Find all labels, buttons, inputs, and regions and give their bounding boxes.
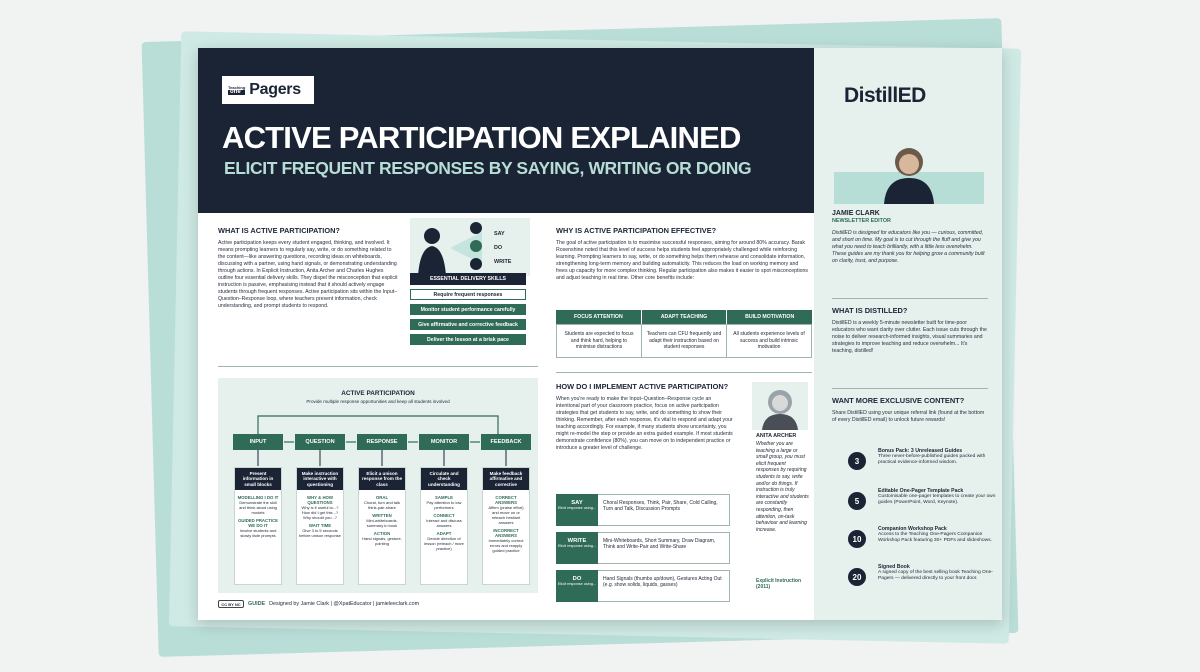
- stage-input: INPUT: [233, 434, 283, 450]
- reward-badge: 3: [848, 452, 866, 470]
- anita-archer-portrait: [752, 382, 808, 430]
- archer-source: Explicit Instruction (2011): [756, 578, 802, 590]
- row-text: Mini-Whiteboards, Short Summary, Draw Diagram, Think and Write-Pair and Write-Share: [598, 532, 730, 564]
- editor-name: JAMIE CLARK: [832, 210, 880, 217]
- editor-role: NEWSLETTER EDITOR: [832, 218, 891, 224]
- iqr-diagram: [218, 378, 538, 593]
- cc-license-badge: CC BY NC: [218, 600, 244, 608]
- reward-title: Companion Workshop Pack: [878, 526, 947, 532]
- footer: [218, 600, 419, 608]
- row-tag-do: [556, 570, 598, 602]
- row-tag-label: SAY: [571, 500, 583, 506]
- footer-credit: Designed by Jamie Clark | @XpatEducator | jamieleeclark.com: [269, 601, 420, 607]
- card-subhead: GUIDED PRACTICE WE DO IT: [238, 518, 278, 529]
- response-mode-icons: [466, 220, 486, 272]
- how-heading: HOW DO I IMPLEMENT ACTIVE PARTICIPATION?: [556, 382, 729, 391]
- stage-card: [420, 467, 468, 585]
- card-subhead: WRITTEN: [372, 513, 392, 519]
- more-content-body: Share DistillED using your unique referral link (found at the bottom of every DistillED email) to unlock future rewards!: [832, 410, 985, 423]
- reward-item: [878, 488, 996, 507]
- reward-text: Access to the Teaching One-Pagers Companion Workshop Pack featuring 30+ PDFs and slideshows.: [878, 532, 992, 544]
- footer-guide: GUIDE: [248, 601, 266, 607]
- card-head: Circulate and check understanding: [421, 468, 467, 490]
- reward-text: A signed copy of the best selling book Teaching One-Pagers — delivered directly to your front door.: [878, 570, 993, 582]
- reward-item: [878, 448, 996, 467]
- mode-write: WRITE: [494, 259, 512, 265]
- logo-pagers: Pagers: [249, 81, 301, 98]
- benefit-head: ADAPT TEACHING: [642, 310, 728, 324]
- page-subtitle: ELICIT FREQUENT RESPONSES BY SAYING, WRITING OR DOING: [224, 158, 752, 178]
- reward-title: Signed Book: [878, 564, 910, 570]
- header-banner: [198, 48, 814, 213]
- card-subhead: ADAPT: [436, 531, 452, 537]
- mode-say: SAY: [494, 231, 505, 237]
- why-body: The goal of active participation is to maximise successful responses, aiming for around 80% accuracy. Barak Rosenshine noted that this level of success helps students feel appropriately challenged while reinforcing learning. Prompting learners to say, write, or do something helps them rehearse and consolidate information, strengthening long-term memory and building automaticity. This reduces the load on working memory and frees up capacity for more complex thinking. Regular participation also makes it easier to spot misconceptions and adjust teaching in real time. Other core benefits include:: [556, 240, 809, 281]
- card-head: Make feedback affirmative and corrective: [483, 468, 529, 490]
- card-text: Pay attention to low performers: [426, 500, 462, 511]
- row-tag-say: [556, 494, 598, 526]
- archer-name: ANITA ARCHER: [756, 433, 797, 439]
- more-content-heading: WANT MORE EXCLUSIVE CONTENT?: [832, 396, 965, 405]
- card-subhead: ACTION: [373, 531, 391, 537]
- card-subhead: ORAL: [375, 495, 389, 501]
- page-title: ACTIVE PARTICIPATION EXPLAINED: [222, 120, 741, 155]
- reward-badge: 5: [848, 492, 866, 510]
- card-head: Elicit a unison response from the class: [359, 468, 405, 490]
- card-text: Hand signals, gesture, pointing: [362, 536, 402, 547]
- how-body: When you're ready to make the Input–Question–Response cycle an intentional part of your classroom practice, focus on active participation strategies that get students to say, write, and do something to show their thinking. Remember, after each response, it's vital to respond and adapt your teaching accordingly. For example, if many students show uncertainty, you might re-model the step or provide an extra guided example. If most students demonstrate confidence (80%), you can move on to independent practice or introduce a greater level of challenge.: [556, 396, 733, 451]
- what-heading: WHAT IS ACTIVE PARTICIPATION?: [218, 226, 340, 235]
- benefit-head: FOCUS ATTENTION: [556, 310, 642, 324]
- card-text: Mini-whiteboards, summary in book: [366, 518, 398, 529]
- what-body: Active participation keeps every student engaged, thinking, and involved. It means prompting learners to regularly say, write, or do something related to the content—like answering questions, recording ideas on whiteboards, discussing with a partner, using hand signals, or demonstrating understanding through actions. In Explicit Instruction, Anita Archer and Charles Hughes outline four essential delivery skills. They dispel the misconception that explicit instruction is passive, emphasising instead that it should actively engage students through frequent responses. Active participation sits within the Input–Question–Response loop, where teachers present information, check understanding, and prompt students to respond.: [218, 240, 398, 309]
- reward-badge: 10: [848, 530, 866, 548]
- card-subhead: WAIT TIME: [308, 523, 332, 529]
- why-heading: WHY IS ACTIVE PARTICIPATION EFFECTIVE?: [556, 226, 717, 235]
- reward-title: Bonus Pack: 3 Unreleased Guides: [878, 448, 963, 454]
- skill-item: Deliver the lesson at a brisk pace: [410, 334, 526, 345]
- what-distilled-heading: WHAT IS DISTILLED?: [832, 306, 908, 315]
- reward-item: [878, 526, 996, 545]
- diagram-arrows: [218, 378, 538, 468]
- card-text: Give 3 to 5 seconds before unison response: [299, 528, 341, 539]
- reward-text: Three never-before-published guides packed with practical evidence-informed wisdom.: [878, 454, 986, 466]
- benefit-text: All students experience levels of success and build intrinsic motivation: [733, 331, 805, 351]
- card-text: Involve students and slowly fade prompts: [239, 528, 277, 539]
- what-distilled-body: DistillED is a weekly 5-minute newsletter built for time-poor educators who want clarity over clutter. Each issue cuts through the noise to deliver research-informed insights, visual summaries and strategies to improve teaching and reduce overwhelm... It's teaching, distilled!: [832, 320, 987, 354]
- card-head: Present information in small blocks: [235, 468, 281, 490]
- row-tag-write: [556, 532, 598, 564]
- row-tag-label: WRITE: [567, 538, 587, 544]
- stage-response: RESPONSE: [357, 434, 407, 450]
- divider: [832, 298, 988, 299]
- card-subhead: CORRECT ANSWERS: [495, 495, 517, 506]
- sidebar-intro: DistillED is designed for educators like you — curious, committed, and short on time. My goal is to cut through the fluff and give you what you need to teach brilliantly, with a little less overwhelm. These guides are my thank you for helping grow a community built on clarity, trust, and purpose.: [832, 230, 985, 264]
- skills-title: ESSENTIAL DELIVERY SKILLS: [410, 273, 526, 285]
- card-subhead: WHY & HOW QUESTIONS: [307, 495, 333, 506]
- card-text: Interact and discuss answers: [426, 518, 462, 529]
- stage-question: QUESTION: [295, 434, 345, 450]
- card-subhead: SAMPLE: [435, 495, 453, 501]
- response-modes: [494, 226, 511, 271]
- divider: [556, 372, 812, 373]
- benefit-head: BUILD MOTIVATION: [727, 310, 812, 324]
- card-text: Decide direction of lesson (reteach / more practice): [424, 536, 464, 552]
- divider: [218, 366, 538, 367]
- stage-card: [358, 467, 406, 585]
- row-text: Hand Signals (thumbs up/down), Gestures Acting Out (e.g. show solids, liquids, gasses): [598, 570, 730, 602]
- skill-item: Monitor student performance carefully: [410, 304, 526, 315]
- reward-title: Editable One-Pager Template Pack: [878, 488, 964, 494]
- card-text: Immediately correct errors and reapply guided practice: [488, 538, 524, 554]
- stage-card: [234, 467, 282, 585]
- row-tag-sub: Elicit response using...: [558, 544, 596, 548]
- teaching-one-pagers-logo: [222, 76, 314, 104]
- row-tag-label: DO: [572, 576, 582, 582]
- stage-card: [296, 467, 344, 585]
- reward-badge: 20: [848, 568, 866, 586]
- card-subhead: CONNECT: [433, 513, 455, 519]
- diagram-title: ACTIVE PARTICIPATION: [341, 390, 415, 397]
- stage-feedback: FEEDBACK: [481, 434, 531, 450]
- archer-quote: Whether you are teaching a large or small group, you must elicit frequent responses by requiring students to say, write and/or do things. If instruction is truly interactive and students are constantly responding, then attention, on-task behaviour and learning increase.: [756, 441, 809, 533]
- editor-portrait: [834, 132, 984, 204]
- benefit-text: Teachers can CFU frequently and adapt their instruction based on student responses: [642, 325, 727, 357]
- card-text: Affirm (praise effort) and move on or reteach hesitant answers: [488, 505, 524, 526]
- card-head: Make instruction interactive with questioning: [297, 468, 343, 490]
- card-subhead: MODELLING I DO IT: [237, 495, 279, 501]
- stage-card: [482, 467, 530, 585]
- skill-item: Require frequent responses: [410, 289, 526, 300]
- benefits-table: [556, 310, 812, 358]
- benefit-text: Students are expected to focus and think hard, helping to minimise distractions: [557, 325, 642, 357]
- stage-monitor: MONITOR: [419, 434, 469, 450]
- logo-small-text: Teaching: [228, 85, 246, 90]
- card-subhead: INCORRECT ANSWERS: [493, 528, 519, 539]
- card-text: Why is it useful to...? How did I get this...? Why should you...?: [301, 505, 339, 521]
- skill-item: Give affirmative and corrective feedback: [410, 319, 526, 330]
- reward-item: [878, 564, 996, 583]
- distilled-logo: DistillED: [844, 84, 926, 107]
- diagram-caption: Provide multiple response opportunities and keep all students involved: [306, 399, 450, 404]
- divider: [832, 388, 988, 389]
- row-tag-sub: Elicit response using...: [558, 582, 596, 586]
- one-pager-document: [198, 48, 1002, 620]
- row-text: Choral Responses, Think, Pair, Share, Cold Calling, Turn and Talk, Discussion Prompts: [598, 494, 730, 526]
- card-text: Demonstrate the skill and think aloud using models: [239, 500, 277, 516]
- row-tag-sub: Elicit response using...: [558, 506, 596, 510]
- mode-do: DO: [494, 245, 503, 251]
- logo-one: one: [228, 90, 245, 95]
- card-text: Choral, turn and talk think-pair-share: [363, 500, 401, 511]
- reward-text: Customisable one-pager templates to create your own guides (PowerPoint, Word, Keynote).: [878, 494, 996, 506]
